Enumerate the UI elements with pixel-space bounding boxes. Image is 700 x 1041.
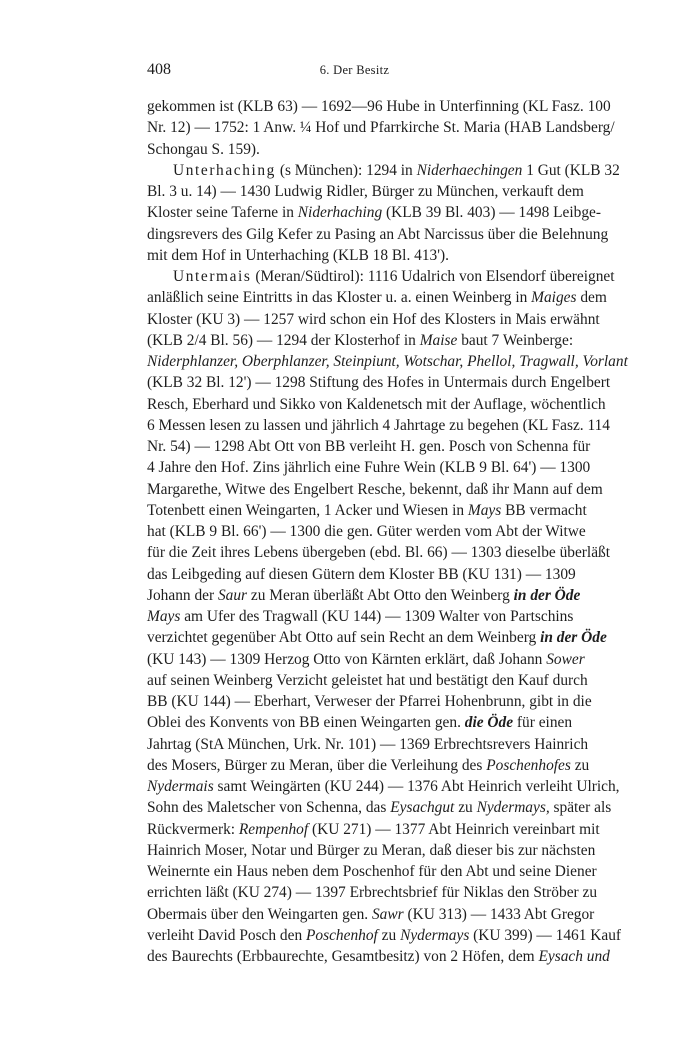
text-line: des Baurechts (Erbbaurechte, Gesamtbesitz) von 2 Höfen, dem Eysach und — [147, 948, 610, 965]
text-line: Nydermais samt Weingärten (KU 244) — 1376 Abt Heinrich verleiht Ulrich, — [147, 778, 620, 795]
text-line: Unterhaching (s München): 1294 in Niderhaechingen 1 Gut (KLB 32 — [173, 161, 620, 179]
text-line: Nr. 12) — 1752: 1 Anw. ¼ Hof und Pfarrkirche St. Maria (HAB Landsberg/ — [147, 119, 615, 137]
text-line: Jahrtag (StA München, Urk. Nr. 101) — 1369 Erbrechtsrevers Hainrich — [147, 735, 589, 753]
text-line: Margarethe, Witwe des Engelbert Resche, bekennt, daß ihr Mann auf dem — [147, 480, 603, 498]
text-line: Mays am Ufer des Tragwall (KU 144) — 1309 Walter von Partschins — [147, 608, 574, 625]
text-line: Nr. 54) — 1298 Abt Ott von BB verleiht H. gen. Posch von Schenna für — [147, 438, 591, 455]
text-line: Kloster (KU 3) — 1257 wird schon ein Hof des Klosters in Mais erwähnt — [147, 310, 600, 328]
text-line: Obermais über den Weingarten gen. Sawr (KU 313) — 1433 Abt Gregor — [147, 905, 595, 923]
running-head — [147, 60, 562, 80]
text-line: Oblei des Konvents von BB einen Weingarten gen. die Öde für einen — [147, 714, 573, 732]
text-line: (KLB 32 Bl. 12') — 1298 Stiftung des Hofes in Untermais durch Engelbert — [147, 374, 611, 392]
text-line: des Mosers, Bürger zu Meran, über die Verleihung des Poschenhofes zu — [147, 756, 590, 774]
text-line: Rückvermerk: Rempenhof (KU 271) — 1377 Abt Heinrich vereinbart mit — [147, 820, 600, 838]
text-line: verzichtet gegenüber Abt Otto auf sein Recht an dem Weinberg in der Öde — [147, 629, 607, 647]
text-line: Totenbett einen Weingarten, 1 Acker und Wiesen in Mays BB vermacht — [147, 501, 587, 519]
text-line: dingsrevers des Gilg Kefer zu Pasing an Abt Narcissus über die Belehnung — [147, 225, 609, 243]
text-line: errichten läßt (KU 274) — 1397 Erbrechtsbrief für Niklas den Ströber zu — [147, 884, 598, 902]
text-line: 6 Messen lesen zu lassen und jährlich 4 Jahrtage zu begehen (KL Fasz. 114 — [147, 416, 611, 434]
body-text — [147, 96, 628, 967]
text-line: (KU 143) — 1309 Herzog Otto von Kärnten erklärt, daß Johann Sower — [147, 650, 585, 668]
text-line: hat (KLB 9 Bl. 66') — 1300 die gen. Güter werden vom Abt der Witwe — [147, 523, 586, 540]
chapter-title: 6. Der Besitz — [319, 63, 390, 77]
text-line: das Leibgeding auf diesen Gütern dem Kloster BB (KU 131) — 1309 — [147, 565, 576, 583]
text-line: verleiht David Posch den Poschenhof zu Nydermays (KU 399) — 1461 Kauf — [147, 926, 622, 944]
text-line: (KLB 2/4 Bl. 56) — 1294 der Klosterhof in Maise baut 7 Weinberge: — [147, 331, 574, 349]
text-line: gekommen ist (KLB 63) — 1692—96 Hube in Unterfinning (KL Fasz. 100 — [147, 98, 611, 115]
text-line: Weinernte ein Haus neben dem Poschenhof für den Abt und seine Diener — [147, 863, 597, 880]
text-line: Schongau S. 159). — [147, 140, 260, 158]
text-line: Untermais (Meran/Südtirol): 1116 Udalrich von Elsendorf übereignet — [173, 268, 615, 285]
text-line: anläßlich seine Eintritts in das Kloster u. a. einen Weinberg in Maiges dem — [147, 289, 607, 307]
text-line: Niderphlanzer, Oberphlanzer, Steinpiunt, Wotschar, Phellol, Tragwall, Vorlant — [147, 353, 628, 370]
text-line: Johann der Saur zu Meran überläßt Abt Otto den Weinberg in der Öde — [147, 586, 581, 604]
text-line: BB (KU 144) — Eberhart, Verweser der Pfarrei Hohenbrunn, gibt in die — [147, 693, 592, 710]
text-line: Resch, Eberhard und Sikko von Kaldenetsch mit der Auflage, wöchentlich — [147, 395, 606, 413]
text-line: 4 Jahre den Hof. Zins jährlich eine Fuhre Wein (KLB 9 Bl. 64') — 1300 — [147, 459, 591, 477]
text-line: Kloster seine Taferne in Niderhaching (KLB 39 Bl. 403) — 1498 Leibge- — [147, 204, 602, 222]
text-line: Hainrich Moser, Notar und Bürger zu Meran, daß dieser bis zur nächsten — [147, 841, 596, 859]
text-line: für die Zeit ihres Lebens übergeben (ebd. Bl. 66) — 1303 dieselbe überläßt — [147, 544, 611, 562]
text-line: Sohn des Maletscher von Schenna, das Eysachgut zu Nydermays, später als — [147, 799, 612, 817]
page-number: 408 — [147, 61, 171, 78]
text-line: auf seinen Weinberg Verzicht geleistet hat und bestätigt den Kauf durch — [147, 671, 588, 689]
text-line: mit dem Hof in Unterhaching (KLB 18 Bl. 413'). — [147, 246, 449, 264]
text-line: Bl. 3 u. 14) — 1430 Ludwig Ridler, Bürger zu München, verkauft dem — [147, 183, 584, 200]
